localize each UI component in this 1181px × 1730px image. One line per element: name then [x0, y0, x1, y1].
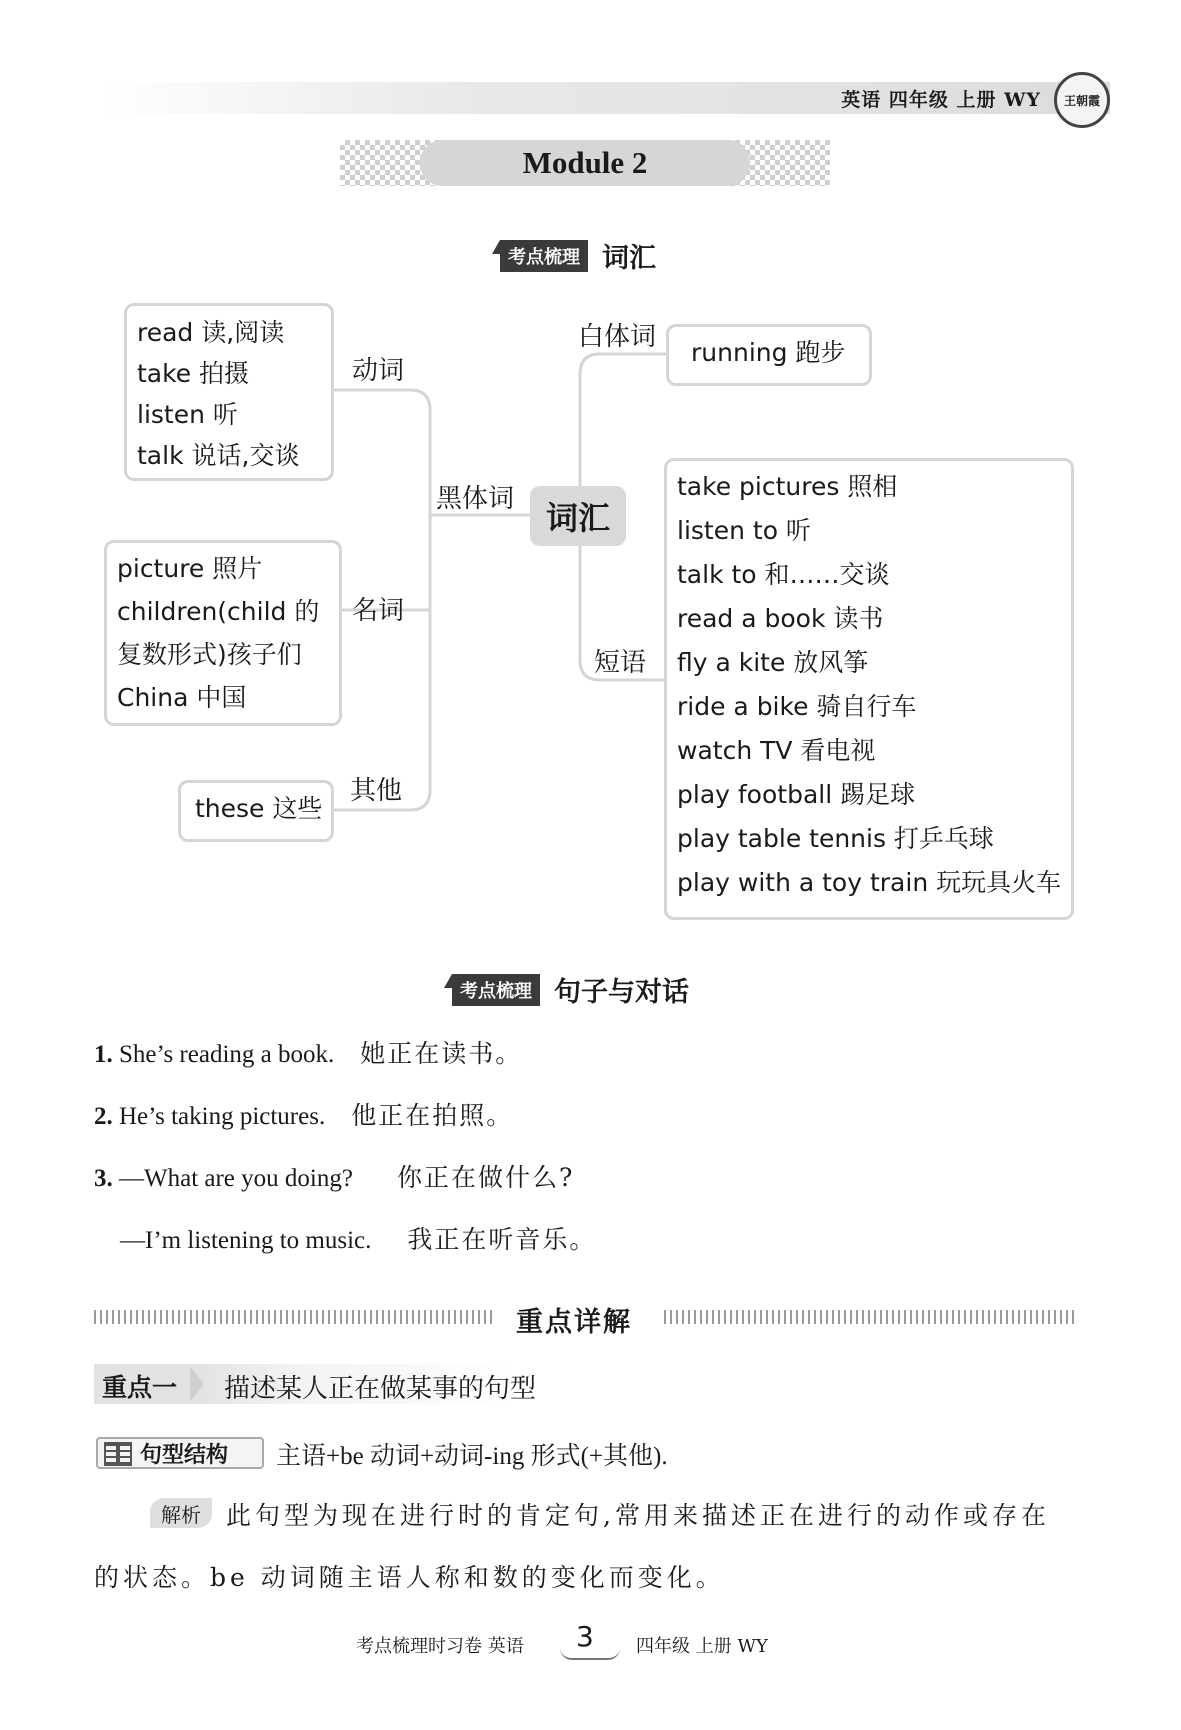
- phrase-item: talk to 和……交谈: [677, 560, 890, 589]
- verb-item: take 拍摄: [137, 359, 250, 388]
- noun-item: 复数形式)孩子们: [117, 640, 302, 669]
- phrase-item: fly a kite 放风筝: [677, 648, 869, 677]
- phrase-item: read a book 读书: [677, 604, 884, 633]
- sentence-number: 1.: [94, 1041, 113, 1068]
- white-word-item: running 跑步: [691, 338, 846, 367]
- others-box: [178, 780, 334, 842]
- sentence-cn: 她正在读书。: [360, 1039, 523, 1068]
- chevron-right-icon: [190, 1366, 204, 1402]
- structure-text: 主语+be 动词+动词-ing 形式(+其他).: [276, 1443, 668, 1470]
- analysis-line-1: 此句型为现在进行时的肯定句,常用来描述正在进行的动作或存在: [226, 1501, 1050, 1530]
- verb-item: talk 说话,交谈: [137, 441, 300, 470]
- phrases-label: 短语: [594, 648, 647, 678]
- mindmap-center: 词汇: [530, 486, 626, 546]
- section-heading-sentences: [452, 970, 689, 1009]
- sentence-cn: 你正在做什么?: [396, 1163, 575, 1192]
- sentence-3: [94, 1158, 574, 1194]
- phrase-item: play with a toy train 玩玩具火车: [677, 868, 1062, 897]
- page-number-decoration: [560, 1648, 620, 1660]
- structure-label: 句型结构: [140, 1442, 229, 1468]
- verb-item: listen 听: [137, 400, 238, 429]
- white-words-box: [666, 324, 872, 386]
- section-tag: 考点梳理: [452, 974, 540, 1006]
- sentence-1: [94, 1034, 522, 1070]
- analysis-label: 解析: [161, 1502, 201, 1527]
- phrase-item: ride a bike 骑自行车: [677, 692, 917, 721]
- sentence-en: —What are you doing?: [119, 1165, 353, 1192]
- phrase-item: watch TV 看电视: [677, 736, 876, 765]
- noun-item: picture 照片: [117, 554, 263, 583]
- others-item: these 这些: [195, 794, 323, 823]
- sentence-cn: 他正在拍照。: [351, 1101, 514, 1130]
- verb-item: read 读,阅读: [137, 318, 285, 347]
- dotted-rule-left: [94, 1310, 496, 1324]
- footer-left: 考点梳理时习卷 英语: [356, 1636, 524, 1657]
- sentence-2: [94, 1096, 513, 1132]
- noun-item: China 中国: [117, 683, 247, 712]
- sentence-4: [120, 1220, 596, 1256]
- footer-right: 四年级 上册 WY: [636, 1636, 768, 1657]
- sentence-cn: 我正在听音乐。: [407, 1225, 597, 1254]
- section-tag: 考点梳理: [500, 240, 588, 272]
- bold-words-label: 黑体词: [436, 484, 515, 514]
- phrase-item: take pictures 照相: [677, 472, 898, 501]
- book-icon: [104, 1442, 132, 1464]
- phrase-item: play football 踢足球: [677, 780, 916, 809]
- page-number: 3: [576, 1620, 594, 1653]
- analysis-line-2: 的状态。be 动词随主语人称和数的变化而变化。: [94, 1563, 725, 1592]
- verbs-label: 动词: [352, 356, 405, 386]
- nouns-label: 名词: [352, 596, 405, 626]
- white-words-label: 白体词: [578, 322, 657, 352]
- keypoints-title: 重点详解: [516, 1307, 632, 1338]
- section-title: 词汇: [602, 243, 656, 274]
- sentence-number: 3.: [94, 1165, 113, 1192]
- structure-label-box: [96, 1437, 264, 1469]
- sentence-en: She’s reading a book.: [119, 1041, 335, 1068]
- keypoint-title: 描述某人正在做某事的句型: [224, 1374, 537, 1404]
- analysis-tag: [150, 1498, 212, 1528]
- verbs-box: [124, 303, 334, 481]
- section-title: 句子与对话: [554, 977, 689, 1008]
- phrase-item: listen to 听: [677, 516, 811, 545]
- sentence-en: —I’m listening to music.: [120, 1227, 372, 1254]
- phrase-item: play table tennis 打乒乓球: [677, 824, 994, 853]
- module-title: Module 2: [420, 140, 750, 186]
- header-text: 英语 四年级 上册 WY: [841, 89, 1041, 111]
- dotted-rule-right: [664, 1310, 1078, 1324]
- phrases-box: [664, 458, 1074, 920]
- nouns-box: [104, 540, 342, 726]
- keypoint-label: 重点一: [102, 1373, 178, 1402]
- logo-text: 王朝霞: [1063, 93, 1100, 108]
- noun-item: children(child 的: [117, 597, 320, 626]
- others-label: 其他: [350, 776, 403, 806]
- sentence-en: He’s taking pictures.: [119, 1103, 326, 1130]
- sentence-number: 2.: [94, 1103, 113, 1130]
